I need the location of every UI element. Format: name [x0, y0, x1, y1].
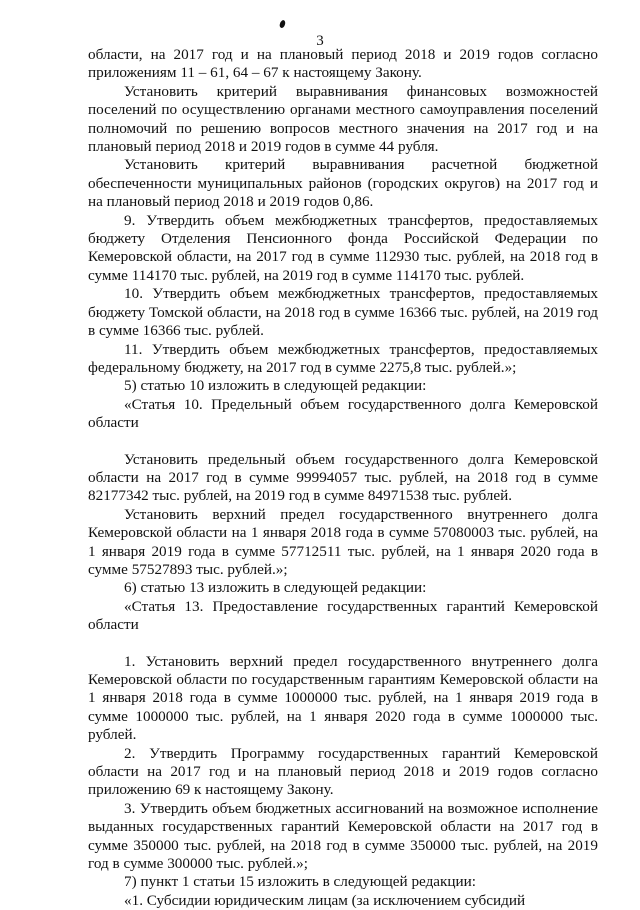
- paragraph-amend-article-13: 6) статью 13 изложить в следующей редакции:: [124, 579, 427, 597]
- paragraph-settlement-criterion: Установить критерий выравнивания финансовых возможностей поселений по осуществлению органами местного самоуправления поселений полномочий по решению вопросов местного значения на 2017 год и на плановый период 2018 и 2019 годов в сумме 44 рубля.: [88, 82, 598, 156]
- heading-article-13: «Статья 13. Предоставление государственных гарантий Кемеровской области: [88, 597, 598, 634]
- spacer: [88, 433, 598, 451]
- paragraph-debt-limit: Установить предельный объем государственного долга Кемеровской области на 2017 год в сумме 99994057 тыс. рублей, на 2018 год в сумме 82177342 тыс. рублей, на 2019 год в сумме 84971538 тыс. рублей.: [88, 450, 598, 505]
- paragraph-continuation: области, на 2017 год и на плановый период 2018 и 2019 годов согласно приложениям 11 – 61, 64 – 67 к настоящему Закону.: [88, 46, 598, 82]
- ink-mark: [279, 19, 286, 28]
- paragraph-item-11: 11. Утвердить объем межбюджетных трансфертов, предоставляемых федеральному бюджету, на 2017 год в сумме 2275,8 тыс. рублей.»;: [88, 340, 598, 376]
- paragraph-debt-upper-limit: Установить верхний предел государственного внутреннего долга Кемеровской области на 1 января 2018 года в сумме 57080003 тыс. рублей, на 1 января 2019 года в сумме 57712511 тыс. рублей, на 1 января 2020 года в сумме 57527893 тыс. рублей.»;: [88, 505, 598, 578]
- spacer: [88, 635, 598, 653]
- document-body: [88, 46, 598, 910]
- paragraph-amend-article-10: 5) статью 10 изложить в следующей редакции:: [124, 377, 427, 395]
- paragraph-guarantees-item-1: 1. Установить верхний предел государственного внутреннего долга Кемеровской области по государственным гарантиям Кемеровской области на 1 января 2018 года в сумме 1000000 тыс. рублей, на 1 января 2019 года в сумме 1000000 тыс. рублей, на 1 января 2020 года в сумме 1000000 тыс. рублей.: [88, 652, 598, 744]
- paragraph-amend-article-15: 7) пункт 1 статьи 15 изложить в следующей редакции:: [124, 873, 477, 891]
- paragraph-district-criterion: Установить критерий выравнивания расчетной бюджетной обеспеченности муниципальных районов (городских округов) на 2017 год и на плановый период 2018 и 2019 годов 0,86.: [88, 156, 598, 211]
- paragraph-item-9: 9. Утвердить объем межбюджетных трансфертов, предоставляемых бюджету Отделения Пенсионного фонда Российской Федерации по Кемеровской области, на 2017 год в сумме 112930 тыс. рублей, на 2018 год в сумме 114170 тыс. рублей, на 2019 год в сумме 114170 тыс. рублей.: [88, 211, 598, 284]
- paragraph-item-10: 10. Утвердить объем межбюджетных трансфертов, предоставляемых бюджету Томской области, на 2018 год в сумме 16366 тыс. рублей, на 2019 год в сумме 16366 тыс. рублей.: [88, 285, 598, 340]
- paragraph-guarantees-item-2: 2. Утвердить Программу государственных гарантий Кемеровской области на 2017 год и на плановый период 2018 и 2019 годов согласно приложению 69 к настоящему Закону.: [88, 744, 598, 799]
- paragraph-guarantees-item-3: 3. Утвердить объем бюджетных ассигнований на возможное исполнение выданных государственных гарантий Кемеровской области на 2017 год в сумме 350000 тыс. рублей, на 2018 год в сумме 350000 тыс. рублей, на 2019 год в сумме 300000 тыс. рублей.»;: [88, 799, 598, 873]
- heading-article-10: «Статья 10. Предельный объем государственного долга Кемеровской области: [88, 395, 598, 432]
- paragraph-subsidies: «1. Субсидии юридическим лицам (за исключением субсидий: [124, 891, 526, 909]
- page-number: 3: [316, 33, 324, 49]
